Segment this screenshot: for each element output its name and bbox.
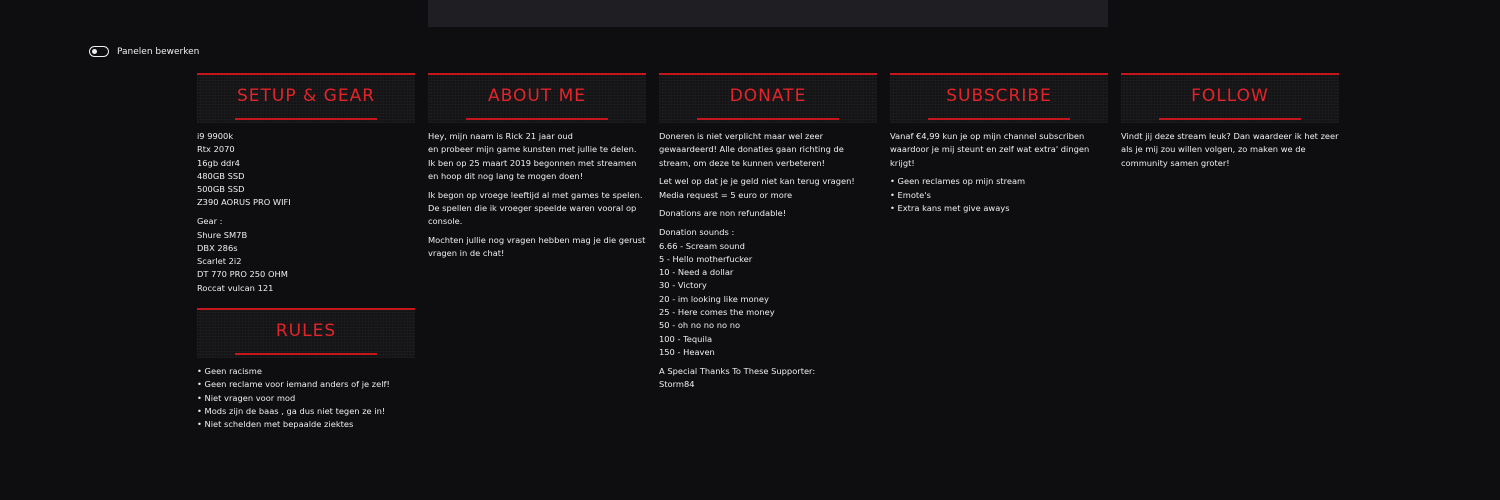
rule-item: • Geen racisme (197, 366, 262, 376)
panel-subscribe (890, 73, 1108, 221)
edit-panels-toggle-row[interactable] (89, 46, 199, 57)
edit-panels-label: Panelen bewerken (117, 46, 200, 57)
panel-banner-follow[interactable] (1121, 73, 1339, 123)
setup-line: i9 9900k (197, 131, 234, 141)
panel-title: SETUP & GEAR (236, 86, 376, 106)
toggle-knob (92, 49, 97, 54)
about-line: en probeer mijn game kunsten met jullie te delen. (428, 144, 637, 155)
setup-line: 480GB SSD (197, 170, 245, 181)
sounds-heading: Donation sounds : (659, 227, 735, 238)
gear-line: Scarlet 2i2 (197, 256, 242, 267)
panel-description (659, 130, 877, 391)
panel-title: FOLLOW (1191, 86, 1269, 106)
about-line: vragen in de chat! (428, 248, 505, 259)
panel-donate (659, 73, 877, 397)
banner-underline (1159, 118, 1301, 120)
about-line: Hey, mijn naam is Rick 21 jaar oud (428, 131, 573, 141)
rule-item: • Niet vragen voor mod (197, 392, 296, 403)
sound-item: 10 - Need a dollar (659, 267, 734, 278)
subscribe-bullet: • Geen reclames op mijn stream (890, 176, 1026, 187)
about-line: Ik ben op 25 maart 2019 begonnen met streamen (428, 157, 637, 168)
banner-underline (235, 353, 377, 355)
rule-item: • Niet schelden met bepaalde ziektes (197, 419, 354, 430)
panel-setup-gear (197, 73, 415, 301)
panel-title: DONATE (729, 86, 807, 106)
about-line: en hoop dit nog lang te mogen doen! (428, 170, 584, 181)
subscribe-bullet: • Extra kans met give aways (890, 202, 1010, 213)
thanks-line: Storm84 (659, 379, 695, 390)
panel-title: SUBSCRIBE (946, 86, 1052, 106)
rule-item: • Geen reclame voor iemand anders of je zelf! (197, 379, 390, 390)
subscribe-bullet: • Emote's (890, 189, 931, 200)
sound-item: 5 - Hello motherfucker (659, 253, 753, 264)
donate-line: stream, om deze te kunnen verbeteren! (659, 157, 826, 168)
panel-description (197, 130, 415, 295)
donate-line: Doneren is niet verplicht maar wel zeer (659, 131, 824, 141)
panel-description (1121, 130, 1339, 170)
panel-banner-setup (197, 73, 415, 123)
gear-line: DT 770 PRO 250 OHM (197, 269, 288, 280)
banner-underline (697, 118, 839, 120)
donate-line: Donations are non refundable! (659, 208, 787, 219)
banner-underline (235, 118, 377, 120)
subscribe-line: waardoor je mij steunt en zelf wat extra' dingen (890, 144, 1090, 155)
edit-panels-toggle[interactable] (89, 46, 109, 57)
panel-title: ABOUT ME (487, 86, 586, 106)
follow-line: community samen groter! (1121, 157, 1230, 168)
subscribe-line: krijgt! (890, 157, 915, 168)
donate-line: Media request = 5 euro or more (659, 189, 793, 200)
panel-description (890, 130, 1108, 215)
gear-heading: Gear : (197, 216, 223, 227)
subscribe-line: Vanaf €4,99 kun je op mijn channel subscriben (890, 131, 1085, 141)
setup-line: 500GB SSD (197, 184, 245, 195)
sound-item: 25 - Here comes the money (659, 307, 775, 318)
gear-line: DBX 286s (197, 242, 238, 253)
follow-line: als je mij zou willen volgen, zo maken we de (1121, 144, 1306, 155)
donate-line: gewaardeerd! Alle donaties gaan richting de (659, 144, 844, 155)
panel-description (197, 365, 415, 431)
top-bar (428, 0, 1108, 27)
panel-banner-rules (197, 308, 415, 358)
follow-line: Vindt jij deze stream leuk? Dan waardeer ik het zeer (1121, 131, 1339, 141)
gear-line: Roccat vulcan 121 (197, 282, 274, 293)
about-line: De spellen die ik vroeger speelde waren vooral op (428, 202, 637, 213)
banner-underline (928, 118, 1070, 120)
panel-follow (1121, 73, 1339, 175)
panel-banner-donate[interactable] (659, 73, 877, 123)
panel-banner-subscribe[interactable] (890, 73, 1108, 123)
sound-item: 150 - Heaven (659, 346, 715, 357)
panel-banner-about (428, 73, 646, 123)
gear-line: Shure SM7B (197, 229, 248, 240)
panel-about-me (428, 73, 646, 266)
about-line: console. (428, 216, 463, 227)
panel-title: RULES (275, 321, 337, 341)
about-line: Ik begon op vroege leeftijd al met games te spelen. (428, 189, 643, 200)
rule-item: • Mods zijn de baas , ga dus niet tegen ze in! (197, 405, 386, 416)
setup-line: Rtx 2070 (197, 144, 235, 155)
sound-item: 30 - Victory (659, 280, 707, 291)
donate-line: Let wel op dat je je geld niet kan terug vragen! (659, 176, 855, 187)
thanks-line: A Special Thanks To These Supporter: (659, 365, 816, 376)
setup-line: 16gb ddr4 (197, 157, 240, 168)
about-line: Mochten jullie nog vragen hebben mag je die gerust (428, 235, 646, 246)
panel-description (428, 130, 646, 261)
banner-underline (466, 118, 608, 120)
sound-item: 100 - Tequila (659, 333, 713, 344)
sound-item: 6.66 - Scream sound (659, 240, 745, 251)
sound-item: 50 - oh no no no no (659, 320, 741, 331)
sound-item: 20 - im looking like money (659, 293, 769, 304)
setup-line: Z390 AORUS PRO WIFI (197, 197, 291, 208)
panel-rules (197, 308, 415, 437)
